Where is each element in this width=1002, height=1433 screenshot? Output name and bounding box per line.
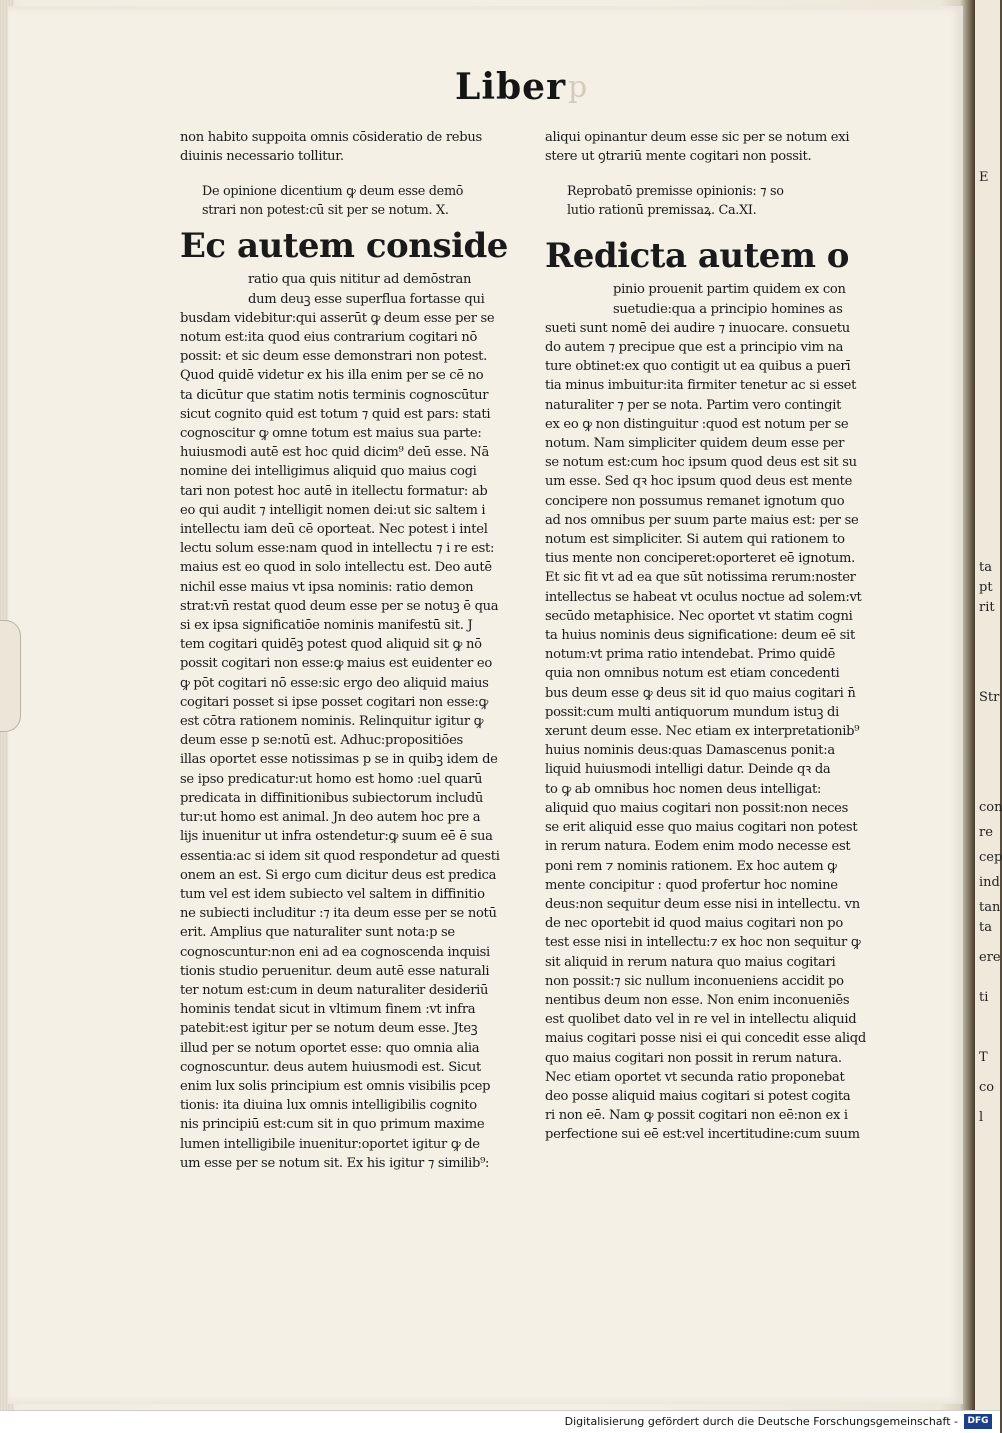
text-line: huiusmodi autē est hoc quid dicim⁹ deū esse. Nā	[180, 445, 489, 461]
text-line: bus deum esse ꝙ deus sit id quo maius cogitari n̄	[545, 685, 856, 701]
text-line: possit cogitari non esse:ꝙ maius est euidenter eo	[180, 656, 492, 672]
show-through-text: p	[568, 70, 588, 105]
text-line: illud per se notum oportet esse: quo omnia alia	[180, 1040, 480, 1056]
left-top-lines	[180, 128, 508, 166]
running-head: Liber	[455, 66, 567, 108]
text-line: mente concipitur : quod profertur hoc nomine	[545, 877, 838, 893]
text-line: diuinis necessario tollitur.	[180, 149, 344, 165]
text-line: perfectione sui eē est:vel incertitudine:cum suum	[545, 1127, 860, 1143]
text-line: ex eo ꝙ non distinguitur :quod est notum per se	[545, 416, 849, 432]
text-line: tur:ut homo est animal. Jn deo autem hoc pre a	[180, 810, 481, 826]
text-line: essentia:ac si idem sit quod respondetur ad questi	[180, 848, 500, 864]
rubric-line: strari non potest:cū sit per se notum. X.	[202, 203, 449, 219]
text-line: quia non omnibus notum est etiam concedenti	[545, 666, 840, 682]
text-line: Nec etiam oportet vt secunda ratio proponebat	[545, 1069, 845, 1085]
adjacent-page-fragment: re	[979, 825, 993, 840]
text-line: lijs inuenitur ut infra ostendetur:ꝙ suum eē ē sua	[180, 829, 493, 845]
chapter-rubric-x	[180, 182, 508, 220]
text-line: stere ut ꝯtrariū mente cogitari non possit.	[545, 149, 812, 165]
text-line: intellectus se habeat vt oculus noctue ad solem:vt	[545, 589, 862, 605]
rubric-line: De opinione dicentium ꝙ deum esse demō	[202, 184, 464, 200]
text-line: sueti sunt nomē dei audire ⁊ inuocare. consuetu	[545, 320, 850, 336]
text-line: busdam videbitur:qui asserūt ꝙ deum esse per se	[180, 310, 495, 326]
left-body-text	[180, 309, 508, 1173]
text-line: enim lux solis principium est omnis visibilis pcep	[180, 1078, 491, 1094]
text-line: est cōtra rationem nominis. Relinquitur igitur ꝙ	[180, 714, 484, 730]
text-line: ta dicūtur que statim notis terminis cognoscūtur	[180, 387, 489, 403]
text-line: do autem ⁊ precipue que est a principio vim na	[545, 340, 844, 356]
text-line: sit aliquid in rerum natura quo maius cogitari	[545, 954, 836, 970]
text-line: nomine dei intelligimus aliquid quo maius cogi	[180, 464, 477, 480]
text-line: strat:vn̄ restat quod deum esse per se notuꝫ ē qua	[180, 598, 499, 614]
chapter-initial: Ec autem conside	[180, 226, 508, 267]
text-line: dum deuꝫ esse superflua fortasse qui	[248, 291, 485, 307]
text-line: ture obtinet:ex quo contigit ut ea quibus a puerī	[545, 359, 851, 375]
text-line: hominis tendat sicut in vltimum finem :vt infra	[180, 1002, 476, 1018]
text-line: maius est eo quod in solo intellectu est. Deo autē	[180, 560, 492, 576]
rubric-line: Reprobatō premisse opinionis: ⁊ so	[567, 184, 784, 200]
text-line: tem cogitari quidēꝫ potest quod aliquid sit ꝙ nō	[180, 637, 482, 653]
text-line: non possit:⁊ sic nullum inconueniens accidit po	[545, 973, 844, 989]
text-line: se notum est:cum hoc ipsum quod deus est sit su	[545, 455, 857, 471]
text-line: erit. Amplius que naturaliter sunt nota:p se	[180, 925, 455, 941]
text-line: intellectu iam deū cē oporteat. Nec potest i intel	[180, 522, 488, 538]
text-line: aliqui opinantur deum esse sic per se notum exi	[545, 130, 850, 145]
dfg-logo: DFG	[964, 1414, 992, 1429]
adjacent-page-fragment: rit	[979, 600, 995, 615]
text-line: predicata in diffinitionibus subiectorum includū	[180, 790, 484, 806]
text-line: naturaliter ⁊ per se nota. Partim vero contingit	[545, 397, 842, 413]
text-line: lectu solum esse:nam quod in intellectu ⁊ i re est:	[180, 541, 495, 557]
text-line: liquid huiusmodi intelligi datur. Deinde qꝛ da	[545, 762, 831, 778]
text-line: possit: et sic deum esse demonstrari non potest.	[180, 349, 487, 365]
text-line: cognoscuntur:non eni ad ea cognoscenda inquisi	[180, 944, 490, 960]
text-line: cognoscuntur. deus autem huiusmodi est. Sicut	[180, 1059, 481, 1075]
indented-lines	[545, 280, 875, 318]
text-line: tari non potest hoc autē in itellectu formatur: ab	[180, 483, 488, 499]
indented-lines	[180, 270, 508, 308]
right-top-lines	[545, 128, 875, 166]
adjacent-page-fragment: ind	[979, 875, 1000, 890]
text-line: Et sic fit vt ad ea que sūt notissima rerum:noster	[545, 570, 856, 586]
text-line: ꝙ pōt cogitari nō esse:sic ergo deo aliquid maius	[180, 675, 489, 691]
text-line: onem an est. Si ergo cum dicitur deus est predica	[180, 867, 497, 883]
adjacent-page-fragment: con	[979, 800, 1002, 815]
text-line: eo qui audit ⁊ intelligit nomen dei:ut sic saltem i	[180, 502, 486, 518]
text-line: pinio prouenit partim quidem ex con	[613, 282, 846, 298]
adjacent-page-fragment: tan	[979, 900, 1001, 915]
adjacent-page-fragment: T	[979, 1050, 988, 1065]
text-line: nentibus deum non esse. Non enim inconueniēs	[545, 992, 850, 1008]
text-line: notum est:ita quod eius contrarium cogitari nō	[180, 330, 478, 346]
adjacent-page-fragment: Str	[979, 690, 1000, 705]
adjacent-page-fragment: l	[979, 1110, 984, 1125]
text-line: tionis: ita diuina lux omnis intelligibilis cognito	[180, 1098, 477, 1114]
text-line: si ex ipsa significatiōe nominis manifestū sit. J	[180, 618, 473, 634]
text-line: nis principiū est:cum sit in quo primum maxime	[180, 1117, 485, 1133]
right-column	[545, 128, 875, 1145]
adjacent-page-fragment: pt	[979, 580, 993, 595]
chapter-initial: Redicta autem o	[545, 236, 849, 277]
adjacent-page-fragment: co	[979, 1080, 995, 1095]
text-line: ter notum est:cum in deum naturaliter desideriū	[180, 982, 489, 998]
text-line: cognoscitur ꝙ omne totum est maius sua parte:	[180, 426, 482, 442]
text-line: quo maius cogitari non possit in rerum natura.	[545, 1050, 842, 1066]
text-line: non habito suppoita omnis cōsideratio de rebus	[180, 130, 482, 145]
text-line: tionis studio peruenitur. deum autē esse naturali	[180, 963, 490, 979]
text-line: sicut cognito quid est totum ⁊ quid est pars: stati	[180, 406, 491, 422]
text-line: lumen intelligibile inuenitur:oportet igitur ꝙ de	[180, 1136, 480, 1152]
text-line: um esse per se notum sit. Ex his igitur ⁊ similib⁹:	[180, 1155, 490, 1171]
text-line: deus:non sequitur deum esse nisi in intellectu. vn	[545, 896, 860, 912]
adjacent-page-fragment: ti	[979, 990, 989, 1005]
text-line: secūdo metaphisice. Nec oportet vt statim cogni	[545, 608, 853, 624]
adjacent-page-fragment: E	[979, 170, 989, 185]
chapter-rubric-xi	[545, 182, 875, 220]
text-line: to ꝙ ab omnibus hoc nomen deus intelligat:	[545, 781, 822, 797]
text-line: notum est simpliciter. Si autem qui rationem to	[545, 532, 845, 548]
text-line: notum:vt prima ratio intendebat. Primo quidē	[545, 647, 836, 663]
text-line: tum vel est idem subiecto vel saltem in diffinitio	[180, 886, 485, 902]
right-body-text	[545, 319, 875, 1145]
adjacent-page-fragment: cep	[979, 850, 1002, 865]
funding-credit: Digitalisierung gefördert durch die Deutsche Forschungsgemeinschaft -	[564, 1415, 958, 1428]
text-line: deo posse aliquid maius cogitari si potest cogita	[545, 1088, 851, 1104]
text-line: concipere non possumus remanet ignotum quo	[545, 493, 845, 509]
text-line: de nec oportebit id quod maius cogitari non po	[545, 916, 843, 932]
text-line: possit:cum multi antiquorum mundum istuꝫ di	[545, 704, 840, 720]
adjacent-page-fragment: ta	[979, 560, 992, 575]
text-line: test esse nisi in intellectu:⁊ ex hoc non sequitur ꝙ	[545, 935, 861, 951]
text-line: in rerum natura. Eodem enim modo necesse est	[545, 839, 851, 855]
text-line: suetudie:qua a principio homines as	[613, 301, 843, 317]
adjacent-page-fragment: ere	[979, 950, 1001, 965]
text-line: tius mente non conciperet:oporteret eē ignotum.	[545, 551, 855, 567]
text-line: se erit aliquid esse quo maius cogitari non potest	[545, 820, 858, 836]
text-line: est quolibet dato vel in re vel in intellectu aliquid	[545, 1012, 857, 1028]
text-line: ad nos omnibus per suum parte maius est: per se	[545, 512, 859, 528]
text-line: patebit:est igitur per se notum deum esse. Jteꝫ	[180, 1021, 478, 1037]
text-line: deum esse p se:notū est. Adhuc:propositiōes	[180, 733, 463, 749]
clasp-mark	[0, 620, 21, 732]
adjacent-page-fragment: ta	[979, 920, 992, 935]
text-line: aliquid quo maius cogitari non possit:non neces	[545, 800, 849, 816]
text-line: ta huius nominis deus significatione: deum eē sit	[545, 628, 855, 644]
text-line: ne subiecti includitur :⁊ ita deum esse per se notū	[180, 906, 497, 922]
text-line: xerunt deum esse. Nec etiam ex interpretationib⁹	[545, 724, 860, 740]
text-line: Quod quidē videtur ex his illa enim per se cē no	[180, 368, 484, 384]
text-line: poni rem ⁊ nominis rationem. Ex hoc autem ꝙ	[545, 858, 837, 874]
text-line: maius cogitari posse nisi ei qui concedit esse aliqd	[545, 1031, 866, 1047]
text-line: ratio qua quis nititur ad demōstran	[248, 272, 472, 288]
text-line: huius nominis deus:quas Damascenus ponit:a	[545, 743, 835, 759]
text-line: ri non eē. Nam ꝙ possit cogitari non eē:non ex i	[545, 1108, 848, 1124]
rubric-line: lutio rationū premissaꝝ. Ca.XI.	[567, 203, 757, 219]
text-line: se ipso predicatur:ut homo est homo :uel quarū	[180, 771, 483, 787]
text-line: notum. Nam simpliciter quidem deum esse per	[545, 436, 845, 452]
text-line: nichil esse maius vt ipsa nominis: ratio demon	[180, 579, 474, 595]
text-line: tia minus imbuitur:ita firmiter tenetur ac si esset	[545, 378, 857, 394]
text-line: um esse. Sed qꝛ hoc ipsum quod deus est mente	[545, 474, 853, 490]
text-line: illas oportet esse notissimas p se in quibꝫ idem de	[180, 752, 498, 768]
footer-bar	[0, 1410, 1000, 1433]
adjacent-page-edge	[975, 0, 1000, 1410]
text-line: cogitari posset si ipse posset cogitari non esse:ꝙ	[180, 694, 489, 710]
left-column	[180, 128, 508, 1173]
